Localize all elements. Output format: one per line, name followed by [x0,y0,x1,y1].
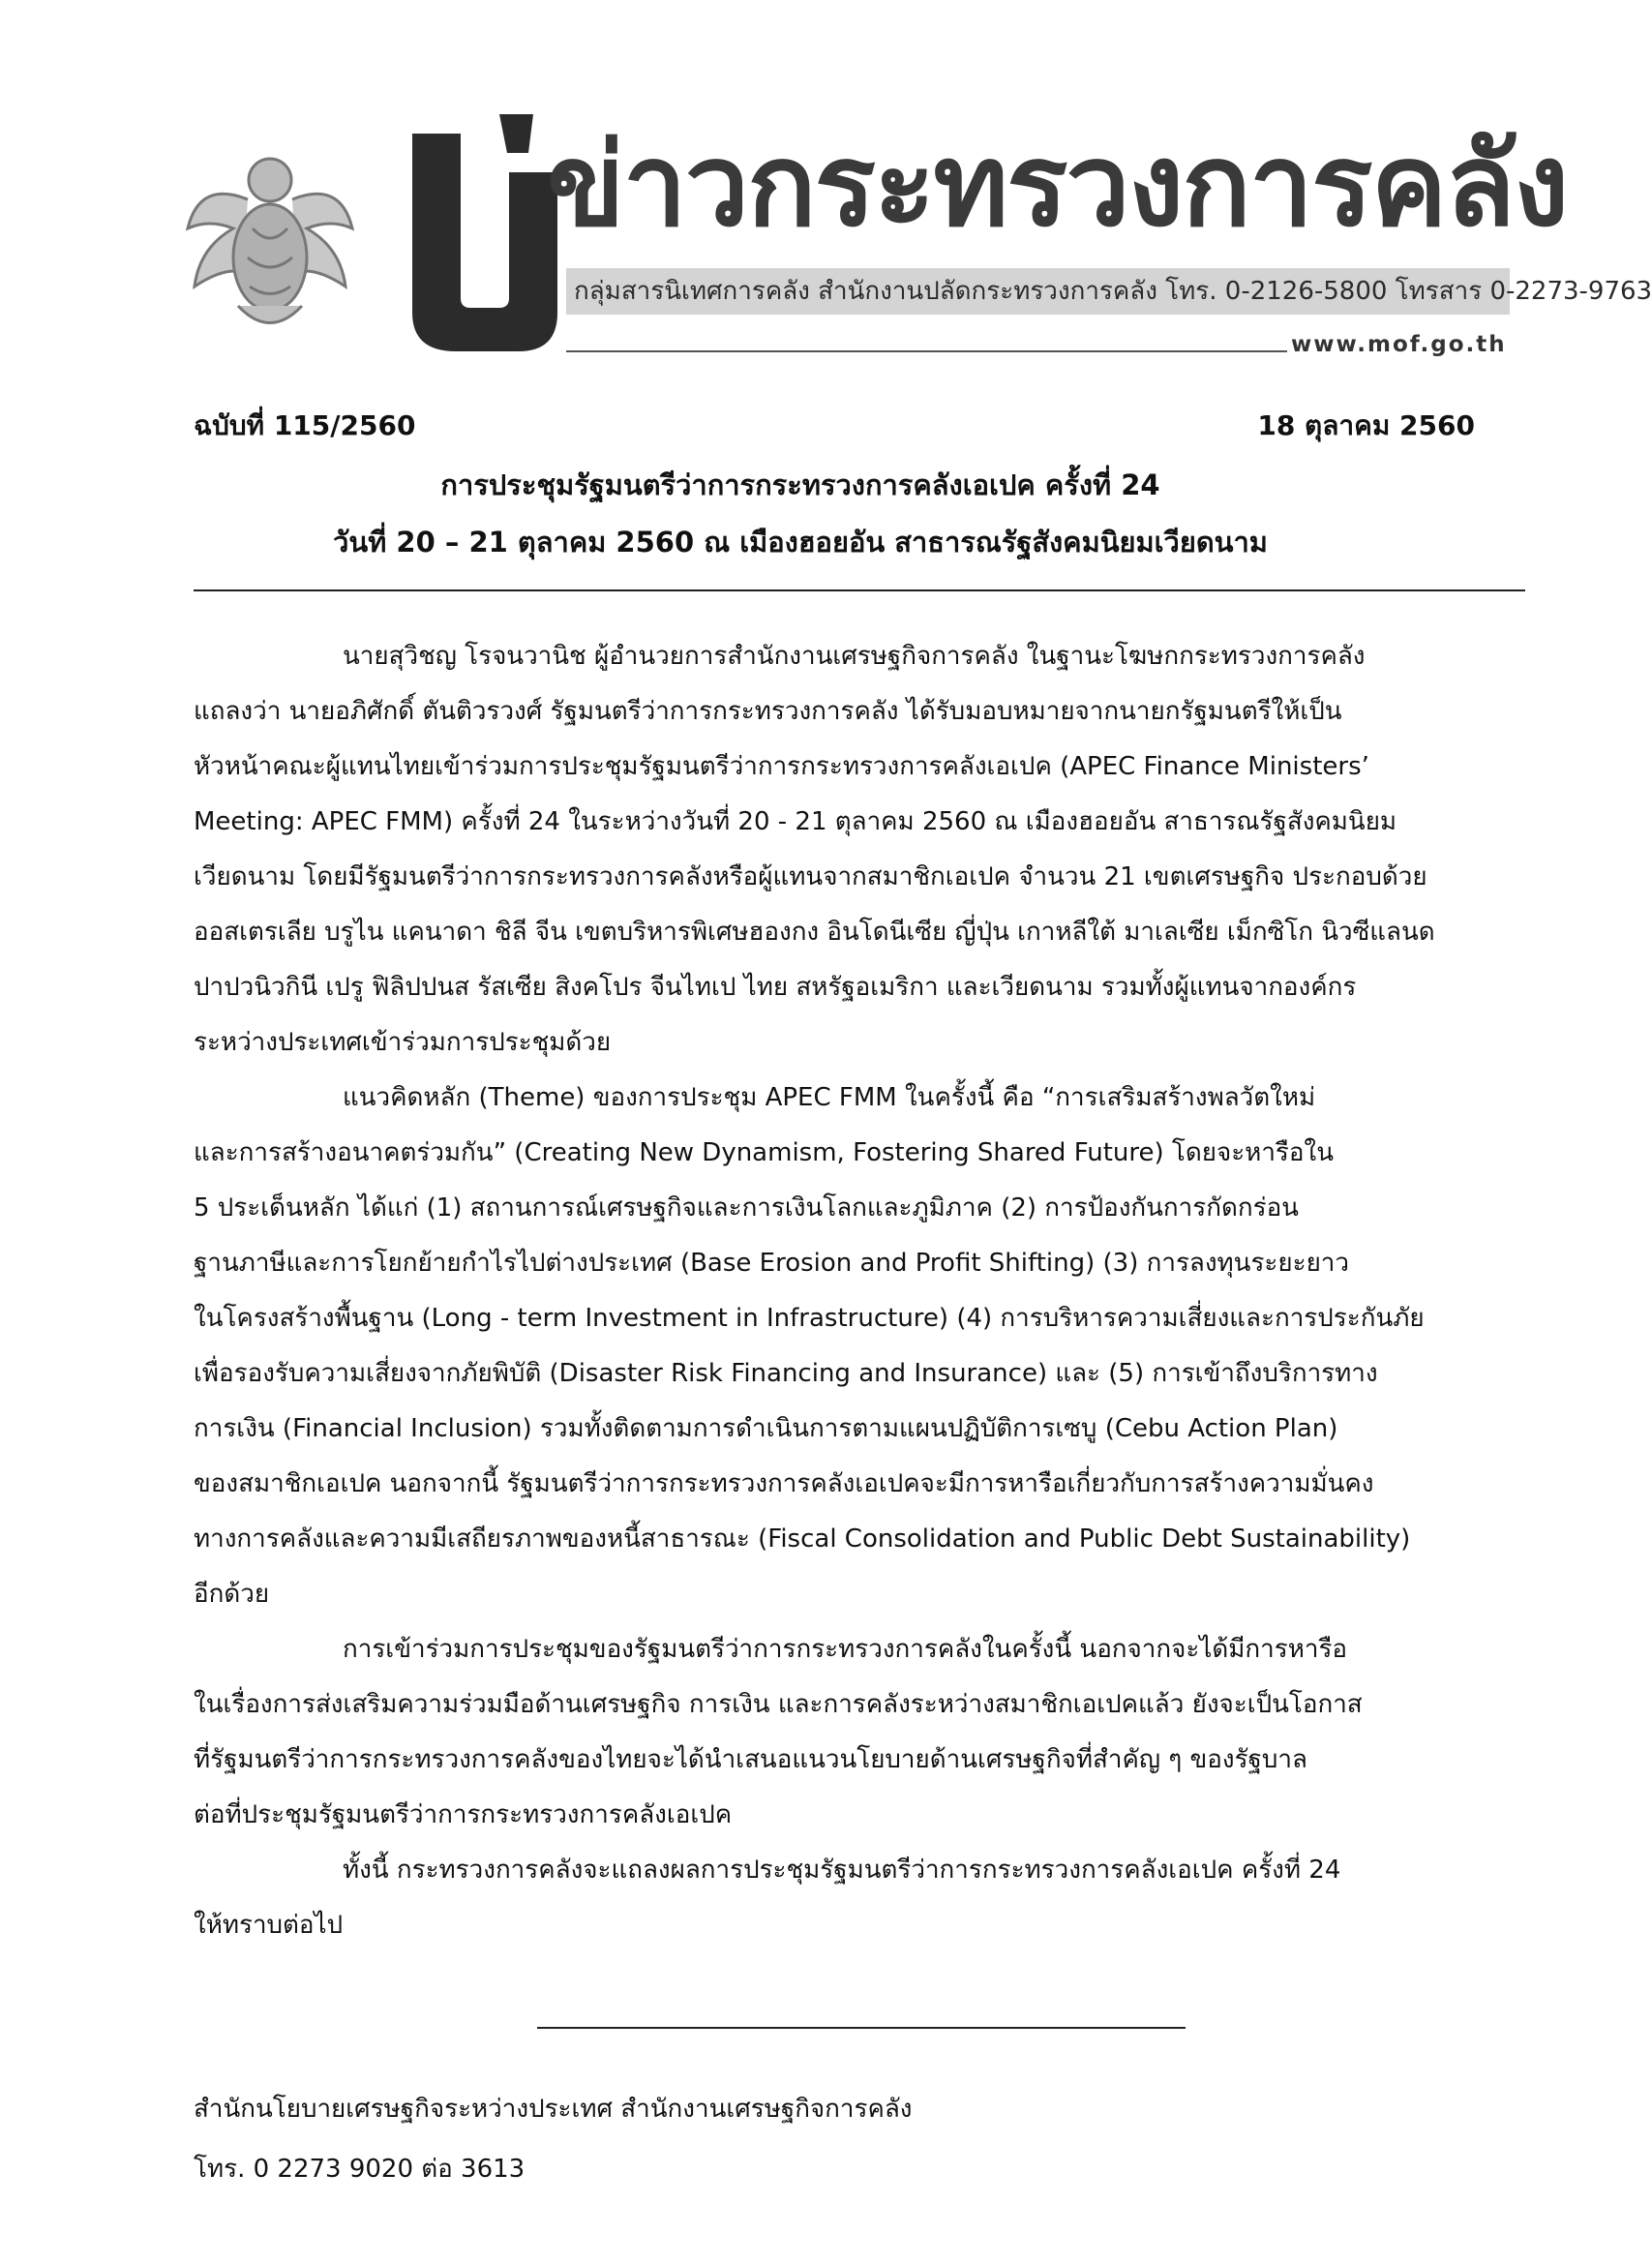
masthead-title: ข่าวกระทรวงการคลัง [547,118,1568,252]
text-line: และการสร้างอนาคตร่วมกัน” (Creating New Dynamism, Fostering Shared Future) โดยจะหารือใน [194,1138,1334,1167]
text-line: ในเรื่องการส่งเสริมความร่วมมือด้านเศรษฐกิจ การเงิน และการคลังระหว่างสมาชิกเอเปคแล้ว ยังจะเป็นโอกาส [194,1690,1363,1719]
paragraph-2 [194,1071,1519,1622]
text-line: แนวคิดหลัก (Theme) ของการประชุม APEC FMM ในครั้งนี้ คือ “การเสริมสร้างพลวัตใหม่ [343,1083,1316,1112]
issue-date: 18 ตุลาคม 2560 [1257,409,1475,441]
text-line: ฐานภาษีและการโยกย้ายกำไรไปต่างประเทศ (Base Erosion and Profit Shifting) (3) การลงทุนระยะยาว [194,1249,1350,1278]
text-line: นายสุวิชญ โรจนวานิช ผู้อำนวยการสำนักงานเศรษฐกิจการคลัง ในฐานะโฆษกกระทรวงการคลัง [343,642,1366,671]
text-line: ในโครงสร้างพื้นฐาน (Long - term Investment in Infrastructure) (4) การบริหารความเสี่ยงและการประกันภัย [194,1304,1425,1333]
text-line: ให้ทราบต่อไป [194,1911,344,1940]
paragraph-3 [194,1622,1519,1843]
garuda-emblem-icon [180,141,360,340]
footer-telephone: โทร. 0 2273 9020 ต่อ 3613 [194,2155,526,2184]
text-line: หัวหน้าคณะผู้แทนไทยเข้าร่วมการประชุมรัฐมนตรีว่าการกระทรวงการคลังเอเปค (APEC Finance Ministers’ [194,752,1369,781]
text-line: การเงิน (Financial Inclusion) รวมทั้งติดตามการดำเนินการตามแผนปฏิบัติการเซบู (Cebu Action Plan) [194,1414,1338,1443]
masthead-subtitle: กลุ่มสารนิเทศการคลัง สำนักงานปลัดกระทรวงการคลัง โทร. 0-2126-5800 โทรสาร 0-2273-9763 [566,268,1510,315]
headline-line-1: การประชุมรัฐมนตรีว่าการกระทรวงการคลังเอเปค ครั้งที่ 24 [440,468,1160,501]
text-line: ทั้งนี้ กระทรวงการคลังจะแถลงผลการประชุมรัฐมนตรีว่าการกระทรวงการคลังเอเปค ครั้งที่ 24 [343,1856,1341,1885]
masthead-website: www.mof.go.th [1291,332,1507,357]
text-line: อีกด้วย [194,1580,270,1609]
article-body [194,629,1519,1953]
issue-number: ฉบับที่ 115/2560 [194,409,416,441]
header-divider [194,589,1525,591]
text-line: ปาปวนิวกินี เปรู ฟิลิปปนส รัสเซีย สิงคโปร จีนไทเป ไทย สหรัฐอเมริกา และเวียดนาม รวมทั้งผู้แทนจากองค์กร [194,973,1357,1002]
text-line: Meeting: APEC FMM) ครั้งที่ 24 ในระหว่างวันที่ 20 - 21 ตุลาคม 2560 ณ เมืองฮอยอัน สาธารณรัฐสังคมนิยม [194,807,1397,836]
text-line: ที่รัฐมนตรีว่าการกระทรวงการคลังของไทยจะได้นำเสนอแนวนโยบายด้านเศรษฐกิจที่สำคัญ ๆ ของรัฐบาล [194,1745,1307,1774]
footer-divider [537,2027,1186,2029]
text-line: ต่อที่ประชุมรัฐมนตรีว่าการกระทรวงการคลังเอเปค [194,1800,733,1829]
text-line: ระหว่างประเทศเข้าร่วมการประชุมด้วย [194,1028,612,1057]
text-line: เวียดนาม โดยมีรัฐมนตรีว่าการกระทรวงการคลังหรือผู้แทนจากสมาชิกเอเปค จำนวน 21 เขตเศรษฐกิจ ประกอบด้วย [194,862,1427,891]
text-line: ออสเตรเลีย บรูไน แคนาดา ชิลี จีน เขตบริหารพิเศษฮองกง อินโดนีเซีย ญี่ปุ่น เกาหลีใต้ มาเลเซีย เม็กซิโก นิวซีแลนด [194,918,1435,947]
text-line: ของสมาชิกเอเปค นอกจากนี้ รัฐมนตรีว่าการกระทรวงการคลังเอเปคจะมีการหารือเกี่ยวกับการสร้างความมั่นคง [194,1469,1374,1498]
text-line: 5 ประเด็นหลัก ได้แก่ (1) สถานการณ์เศรษฐกิจและการเงินโลกและภูมิภาค (2) การป้องกันการกัดกร่อน [194,1193,1299,1223]
paragraph-1 [194,629,1519,1071]
text-line: การเข้าร่วมการประชุมของรัฐมนตรีว่าการกระทรวงการคลังในครั้งนี้ นอกจากจะได้มีการหารือ [343,1635,1348,1664]
headline-line-2: วันที่ 20 – 21 ตุลาคม 2560 ณ เมืองฮอยอัน สาธารณรัฐสังคมนิยมเวียดนาม [333,526,1268,558]
text-line: แถลงว่า นายอภิศักดิ์ ตันติวรวงศ์ รัฐมนตรีว่าการกระทรวงการคลัง ได้รับมอบหมายจากนายกรัฐมนตรีให้เป็น [194,697,1342,726]
footer-organization: สำนักนโยบายเศรษฐกิจระหว่างประเทศ สำนักงานเศรษฐกิจการคลัง [194,2095,913,2124]
text-line: เพื่อรองรับความเสี่ยงจากภัยพิบัติ (Disaster Risk Financing and Insurance) และ (5) การเข้าถึงบริการทาง [194,1359,1378,1388]
masthead-rule [566,350,1287,352]
text-line: ทางการคลังและความมีเสถียรภาพของหนี้สาธารณะ (Fiscal Consolidation and Public Debt Sustainability) [194,1524,1411,1554]
paragraph-4 [194,1843,1519,1953]
